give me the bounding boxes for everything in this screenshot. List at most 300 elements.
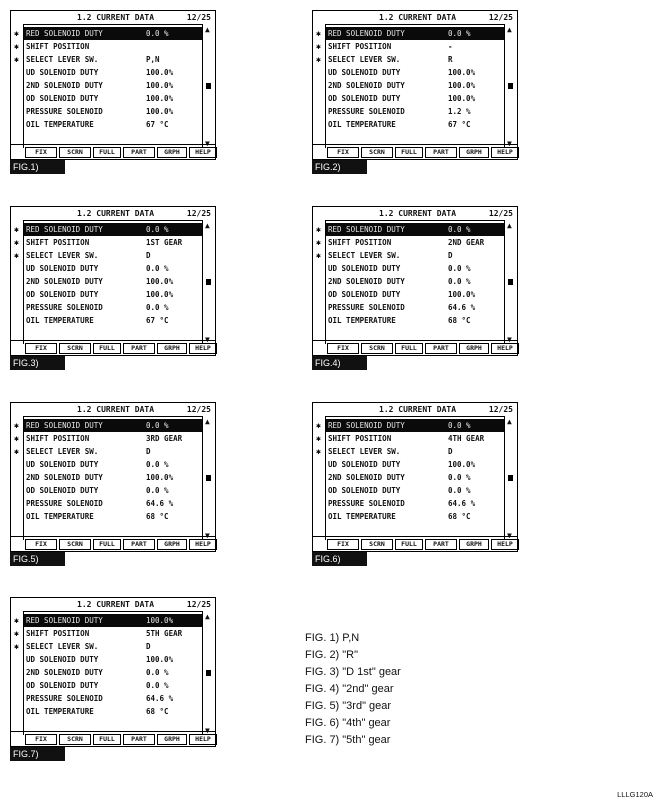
screen-title: 1.2 CURRENT DATA xyxy=(379,209,457,218)
data-row[interactable] xyxy=(24,118,202,131)
figure-label: FIG.6) xyxy=(312,552,367,566)
help-button[interactable]: HELP xyxy=(189,734,217,745)
item-label: UD SOLENOID DUTY xyxy=(26,68,99,77)
screen-header xyxy=(11,207,215,220)
item-value: 68 °C xyxy=(448,512,471,521)
item-value: 2ND GEAR xyxy=(448,238,485,247)
scrollbar[interactable] xyxy=(505,417,516,540)
item-value: 100.0% xyxy=(146,616,174,625)
item-value: 1ST GEAR xyxy=(146,238,183,247)
item-value: 100.0% xyxy=(146,473,174,482)
asterisk-icon: ✱ xyxy=(316,29,321,38)
item-label: OD SOLENOID DUTY xyxy=(26,94,99,103)
function-key-bar xyxy=(11,731,215,746)
item-label: RED SOLENOID DUTY xyxy=(26,616,103,625)
full-button[interactable]: FULL xyxy=(93,147,121,158)
scroll-thumb[interactable] xyxy=(206,475,211,481)
figure-label: FIG.7) xyxy=(10,747,65,761)
legend-item: FIG. 6) "4th" gear xyxy=(305,717,391,729)
scroll-up-arrow-icon[interactable]: ▲ xyxy=(507,417,512,426)
scroll-thumb[interactable] xyxy=(508,279,513,285)
item-value: 100.0% xyxy=(146,81,174,90)
full-button[interactable]: FULL xyxy=(93,343,121,354)
data-row[interactable] xyxy=(326,105,504,118)
item-value: 64.6 % xyxy=(146,694,174,703)
data-row[interactable] xyxy=(24,471,202,484)
asterisk-icon: ✱ xyxy=(316,55,321,64)
data-row[interactable] xyxy=(14,614,202,627)
item-label: RED SOLENOID DUTY xyxy=(328,421,405,430)
data-row[interactable] xyxy=(316,249,504,262)
scroll-down-arrow-icon[interactable]: ▼ xyxy=(205,531,210,540)
figure-label: FIG.4) xyxy=(312,356,367,370)
screen-title: 1.2 CURRENT DATA xyxy=(77,209,155,218)
asterisk-icon: ✱ xyxy=(14,616,19,625)
item-label: SELECT LEVER SW. xyxy=(26,642,99,651)
full-button[interactable]: FULL xyxy=(395,147,423,158)
part-button[interactable]: PART xyxy=(425,147,457,158)
asterisk-icon: ✱ xyxy=(316,225,321,234)
grph-button[interactable]: GRPH xyxy=(157,343,187,354)
scroll-up-arrow-icon[interactable]: ▲ xyxy=(205,221,210,230)
data-row[interactable] xyxy=(24,92,202,105)
item-value: 100.0% xyxy=(448,68,476,77)
part-button[interactable]: PART xyxy=(425,343,457,354)
item-label: SHIFT POSITION xyxy=(26,42,90,51)
data-row[interactable] xyxy=(24,497,202,510)
item-label: SHIFT POSITION xyxy=(328,434,392,443)
item-label: PRESSURE SOLENOID xyxy=(26,107,103,116)
scroll-thumb[interactable] xyxy=(508,475,513,481)
item-value: 0.0 % xyxy=(146,264,169,273)
item-label: SELECT LEVER SW. xyxy=(26,55,99,64)
data-row[interactable] xyxy=(24,105,202,118)
item-label: PRESSURE SOLENOID xyxy=(328,499,405,508)
item-label: OD SOLENOID DUTY xyxy=(26,290,99,299)
fix-button[interactable]: FIX xyxy=(327,147,359,158)
fix-button[interactable]: FIX xyxy=(25,147,57,158)
asterisk-icon: ✱ xyxy=(316,238,321,247)
asterisk-icon: ✱ xyxy=(14,642,19,651)
data-row[interactable] xyxy=(14,249,202,262)
diagnostic-screen xyxy=(10,402,216,552)
part-button[interactable]: PART xyxy=(123,343,155,354)
fix-button[interactable]: FIX xyxy=(25,343,57,354)
diagnostic-screen xyxy=(312,10,518,160)
screen-header xyxy=(313,403,517,416)
item-label: 2ND SOLENOID DUTY xyxy=(26,473,103,482)
screen-header xyxy=(313,11,517,24)
screen-title: 1.2 CURRENT DATA xyxy=(379,405,457,414)
item-label: PRESSURE SOLENOID xyxy=(26,303,103,312)
data-row[interactable] xyxy=(14,432,202,445)
data-row[interactable] xyxy=(316,27,504,40)
data-row[interactable] xyxy=(316,53,504,66)
item-value: 100.0% xyxy=(146,655,174,664)
asterisk-icon: ✱ xyxy=(14,238,19,247)
data-row[interactable] xyxy=(326,66,504,79)
diagnostic-screen xyxy=(10,206,216,356)
item-value: 100.0% xyxy=(146,68,174,77)
item-label: SELECT LEVER SW. xyxy=(328,447,401,456)
item-value: 64.6 % xyxy=(448,303,476,312)
data-row[interactable] xyxy=(24,262,202,275)
data-row[interactable] xyxy=(24,653,202,666)
item-value: D xyxy=(146,251,151,260)
data-list xyxy=(316,416,512,540)
legend-item: FIG. 2) "R" xyxy=(305,649,359,661)
legend-item: FIG. 5) "3rd" gear xyxy=(305,700,392,712)
item-label: OIL TEMPERATURE xyxy=(26,316,94,325)
asterisk-icon: ✱ xyxy=(14,629,19,638)
item-label: RED SOLENOID DUTY xyxy=(328,225,405,234)
figure-legend xyxy=(305,630,401,749)
scrn-button[interactable]: SCRN xyxy=(361,539,393,550)
part-button[interactable]: PART xyxy=(123,734,155,745)
screen-header xyxy=(11,598,215,611)
diagnostic-screen xyxy=(10,597,216,747)
scroll-up-arrow-icon[interactable]: ▲ xyxy=(507,221,512,230)
item-label: PRESSURE SOLENOID xyxy=(26,694,103,703)
help-button[interactable]: HELP xyxy=(189,147,217,158)
item-value: P,N xyxy=(146,55,160,64)
scrollbar[interactable] xyxy=(203,25,214,148)
grph-button[interactable]: GRPH xyxy=(157,539,187,550)
item-label: UD SOLENOID DUTY xyxy=(328,68,401,77)
item-value: D xyxy=(448,447,453,456)
page-indicator: 12/25 xyxy=(186,13,211,22)
item-value: 0.0 % xyxy=(146,681,169,690)
scroll-up-arrow-icon[interactable]: ▲ xyxy=(205,612,210,621)
data-row[interactable] xyxy=(14,53,202,66)
help-button[interactable]: HELP xyxy=(491,343,519,354)
data-list xyxy=(316,220,512,344)
data-row[interactable] xyxy=(24,458,202,471)
full-button[interactable]: FULL xyxy=(93,734,121,745)
item-label: 2ND SOLENOID DUTY xyxy=(26,81,103,90)
item-value: D xyxy=(448,251,453,260)
item-value: 100.0% xyxy=(146,290,174,299)
fix-button[interactable]: FIX xyxy=(25,539,57,550)
asterisk-icon: ✱ xyxy=(316,251,321,260)
item-label: OD SOLENOID DUTY xyxy=(328,94,401,103)
data-row[interactable] xyxy=(326,314,504,327)
item-label: UD SOLENOID DUTY xyxy=(26,264,99,273)
item-value: D xyxy=(146,642,151,651)
grph-button[interactable]: GRPH xyxy=(157,734,187,745)
scrn-button[interactable]: SCRN xyxy=(59,539,91,550)
data-row[interactable] xyxy=(24,510,202,523)
data-row[interactable] xyxy=(316,40,504,53)
item-value: 100.0% xyxy=(146,107,174,116)
data-row[interactable] xyxy=(14,445,202,458)
data-row[interactable] xyxy=(14,640,202,653)
data-row[interactable] xyxy=(326,471,504,484)
item-value: 64.6 % xyxy=(146,499,174,508)
data-row[interactable] xyxy=(24,666,202,679)
full-button[interactable]: FULL xyxy=(395,343,423,354)
data-row[interactable] xyxy=(14,27,202,40)
item-label: SHIFT POSITION xyxy=(26,238,90,247)
item-value: 0.0 % xyxy=(146,668,169,677)
scrn-button[interactable]: SCRN xyxy=(59,734,91,745)
item-label: RED SOLENOID DUTY xyxy=(26,29,103,38)
item-label: SHIFT POSITION xyxy=(26,434,90,443)
screen-header xyxy=(11,403,215,416)
item-value: 67 °C xyxy=(448,120,471,129)
screen-title: 1.2 CURRENT DATA xyxy=(379,13,457,22)
scroll-down-arrow-icon[interactable]: ▼ xyxy=(507,335,512,344)
item-label: UD SOLENOID DUTY xyxy=(26,655,99,664)
scrollbar[interactable] xyxy=(505,221,516,344)
legend-item: FIG. 1) P,N xyxy=(305,632,360,644)
page-indicator: 12/25 xyxy=(186,600,211,609)
item-value: 0.0 % xyxy=(448,264,471,273)
item-value: 67 °C xyxy=(146,120,169,129)
item-label: OIL TEMPERATURE xyxy=(328,512,396,521)
diagnostic-screen xyxy=(312,402,518,552)
data-row[interactable] xyxy=(326,118,504,131)
asterisk-icon: ✱ xyxy=(14,29,19,38)
scrollbar[interactable] xyxy=(505,25,516,148)
item-label: 2ND SOLENOID DUTY xyxy=(26,668,103,677)
data-row[interactable] xyxy=(326,497,504,510)
fix-button[interactable]: FIX xyxy=(25,734,57,745)
data-row[interactable] xyxy=(326,79,504,92)
item-value: 64.6 % xyxy=(448,499,476,508)
data-row[interactable] xyxy=(326,510,504,523)
part-button[interactable]: PART xyxy=(425,539,457,550)
item-value: 68 °C xyxy=(146,512,169,521)
scroll-down-arrow-icon[interactable]: ▼ xyxy=(205,139,210,148)
item-label: OIL TEMPERATURE xyxy=(26,120,94,129)
item-value: 3RD GEAR xyxy=(146,434,183,443)
full-button[interactable]: FULL xyxy=(395,539,423,550)
data-row[interactable] xyxy=(326,275,504,288)
function-key-bar xyxy=(313,536,517,551)
page-indicator: 12/25 xyxy=(488,405,513,414)
scroll-up-arrow-icon[interactable]: ▲ xyxy=(205,417,210,426)
screen-title: 1.2 CURRENT DATA xyxy=(77,13,155,22)
screen-title: 1.2 CURRENT DATA xyxy=(77,405,155,414)
function-key-bar xyxy=(11,536,215,551)
scroll-down-arrow-icon[interactable]: ▼ xyxy=(205,726,210,735)
item-value: 100.0% xyxy=(146,94,174,103)
data-row[interactable] xyxy=(24,288,202,301)
figure-label: FIG.3) xyxy=(10,356,65,370)
scroll-thumb[interactable] xyxy=(206,279,211,285)
grph-button[interactable]: GRPH xyxy=(459,343,489,354)
data-row[interactable] xyxy=(24,66,202,79)
data-list xyxy=(14,416,210,540)
asterisk-icon: ✱ xyxy=(316,447,321,456)
scroll-down-arrow-icon[interactable]: ▼ xyxy=(205,335,210,344)
fix-button[interactable]: FIX xyxy=(327,343,359,354)
data-list xyxy=(14,611,210,735)
scroll-up-arrow-icon[interactable]: ▲ xyxy=(205,25,210,34)
diagnostic-screen xyxy=(312,206,518,356)
item-value: - xyxy=(448,42,453,51)
item-value: 100.0% xyxy=(448,81,476,90)
scrn-button[interactable]: SCRN xyxy=(361,147,393,158)
scroll-down-arrow-icon[interactable]: ▼ xyxy=(507,531,512,540)
part-button[interactable]: PART xyxy=(123,539,155,550)
item-value: 67 °C xyxy=(146,316,169,325)
data-row[interactable] xyxy=(14,223,202,236)
scroll-thumb[interactable] xyxy=(206,670,211,676)
data-row[interactable] xyxy=(326,458,504,471)
data-row[interactable] xyxy=(24,314,202,327)
page-indicator: 12/25 xyxy=(488,13,513,22)
legend-item: FIG. 7) "5th" gear xyxy=(305,734,391,746)
diagnostic-screen xyxy=(10,10,216,160)
item-value: 0.0 % xyxy=(146,225,169,234)
data-row[interactable] xyxy=(24,301,202,314)
item-label: 2ND SOLENOID DUTY xyxy=(328,277,405,286)
item-label: OIL TEMPERATURE xyxy=(328,120,396,129)
data-row[interactable] xyxy=(24,679,202,692)
scrn-button[interactable]: SCRN xyxy=(59,147,91,158)
help-button[interactable]: HELP xyxy=(189,343,217,354)
data-list xyxy=(14,24,210,148)
scroll-thumb[interactable] xyxy=(206,83,211,89)
legend-item: FIG. 3) "D 1st" gear xyxy=(305,666,401,678)
figure-label: FIG.1) xyxy=(10,160,65,174)
grph-button[interactable]: GRPH xyxy=(459,539,489,550)
item-value: 68 °C xyxy=(146,707,169,716)
data-row[interactable] xyxy=(14,40,202,53)
data-row[interactable] xyxy=(14,236,202,249)
item-value: 68 °C xyxy=(448,316,471,325)
data-row[interactable] xyxy=(14,419,202,432)
data-row[interactable] xyxy=(316,445,504,458)
data-row[interactable] xyxy=(326,262,504,275)
data-row[interactable] xyxy=(316,432,504,445)
item-label: UD SOLENOID DUTY xyxy=(328,264,401,273)
figure-label: FIG.2) xyxy=(312,160,367,174)
screen-header xyxy=(313,207,517,220)
scroll-up-arrow-icon[interactable]: ▲ xyxy=(507,25,512,34)
help-button[interactable]: HELP xyxy=(189,539,217,550)
item-value: 0.0 % xyxy=(448,486,471,495)
item-label: UD SOLENOID DUTY xyxy=(328,460,401,469)
item-label: RED SOLENOID DUTY xyxy=(26,225,103,234)
scrollbar[interactable] xyxy=(203,612,214,735)
item-label: SHIFT POSITION xyxy=(26,629,90,638)
item-label: OD SOLENOID DUTY xyxy=(328,486,401,495)
item-label: SHIFT POSITION xyxy=(328,42,392,51)
item-label: UD SOLENOID DUTY xyxy=(26,460,99,469)
data-row[interactable] xyxy=(24,484,202,497)
item-label: SELECT LEVER SW. xyxy=(26,447,99,456)
item-value: R xyxy=(448,55,453,64)
screen-title: 1.2 CURRENT DATA xyxy=(77,600,155,609)
item-label: SELECT LEVER SW. xyxy=(328,251,401,260)
page-indicator: 12/25 xyxy=(186,209,211,218)
item-label: SELECT LEVER SW. xyxy=(26,251,99,260)
item-value: D xyxy=(146,447,151,456)
item-value: 100.0% xyxy=(146,277,174,286)
figure-label: FIG.5) xyxy=(10,552,65,566)
fix-button[interactable]: FIX xyxy=(327,539,359,550)
item-label: OD SOLENOID DUTY xyxy=(26,681,99,690)
item-value: 0.0 % xyxy=(146,303,169,312)
grph-button[interactable]: GRPH xyxy=(459,147,489,158)
data-row[interactable] xyxy=(316,236,504,249)
item-value: 0.0 % xyxy=(448,29,471,38)
item-label: SELECT LEVER SW. xyxy=(328,55,401,64)
item-value: 100.0% xyxy=(448,290,476,299)
item-value: 0.0 % xyxy=(146,486,169,495)
function-key-bar xyxy=(313,144,517,159)
asterisk-icon: ✱ xyxy=(14,42,19,51)
page-indicator: 12/25 xyxy=(186,405,211,414)
function-key-bar xyxy=(313,340,517,355)
full-button[interactable]: FULL xyxy=(93,539,121,550)
scroll-down-arrow-icon[interactable]: ▼ xyxy=(507,139,512,148)
data-row[interactable] xyxy=(24,79,202,92)
item-label: OIL TEMPERATURE xyxy=(26,707,94,716)
item-label: OD SOLENOID DUTY xyxy=(328,290,401,299)
data-row[interactable] xyxy=(316,223,504,236)
scrollbar[interactable] xyxy=(203,417,214,540)
item-value: 0.0 % xyxy=(448,473,471,482)
item-label: OIL TEMPERATURE xyxy=(328,316,396,325)
scroll-thumb[interactable] xyxy=(508,83,513,89)
part-button[interactable]: PART xyxy=(123,147,155,158)
item-label: PRESSURE SOLENOID xyxy=(328,303,405,312)
item-label: 2ND SOLENOID DUTY xyxy=(328,473,405,482)
asterisk-icon: ✱ xyxy=(14,251,19,260)
grph-button[interactable]: GRPH xyxy=(157,147,187,158)
item-value: 100.0% xyxy=(448,460,476,469)
data-row[interactable] xyxy=(24,705,202,718)
item-label: SHIFT POSITION xyxy=(328,238,392,247)
screen-header xyxy=(11,11,215,24)
item-label: OIL TEMPERATURE xyxy=(26,512,94,521)
help-button[interactable]: HELP xyxy=(491,539,519,550)
asterisk-icon: ✱ xyxy=(316,421,321,430)
data-row[interactable] xyxy=(326,288,504,301)
item-label: PRESSURE SOLENOID xyxy=(328,107,405,116)
data-row[interactable] xyxy=(326,301,504,314)
item-label: RED SOLENOID DUTY xyxy=(328,29,405,38)
function-key-bar xyxy=(11,340,215,355)
scrn-button[interactable]: SCRN xyxy=(361,343,393,354)
data-row[interactable] xyxy=(14,627,202,640)
help-button[interactable]: HELP xyxy=(491,147,519,158)
data-row[interactable] xyxy=(326,484,504,497)
item-value: 0.0 % xyxy=(448,277,471,286)
item-label: RED SOLENOID DUTY xyxy=(26,421,103,430)
function-key-bar xyxy=(11,144,215,159)
asterisk-icon: ✱ xyxy=(316,42,321,51)
item-value: 0.0 % xyxy=(448,225,471,234)
data-row[interactable] xyxy=(24,692,202,705)
data-row[interactable] xyxy=(24,275,202,288)
item-label: OD SOLENOID DUTY xyxy=(26,486,99,495)
item-label: 2ND SOLENOID DUTY xyxy=(328,81,405,90)
item-value: 1.2 % xyxy=(448,107,471,116)
data-list xyxy=(316,24,512,148)
scrollbar[interactable] xyxy=(203,221,214,344)
data-row[interactable] xyxy=(316,419,504,432)
figure-code: LLLG120A xyxy=(617,790,653,799)
data-row[interactable] xyxy=(326,92,504,105)
data-list xyxy=(14,220,210,344)
asterisk-icon: ✱ xyxy=(14,225,19,234)
scrn-button[interactable]: SCRN xyxy=(59,343,91,354)
